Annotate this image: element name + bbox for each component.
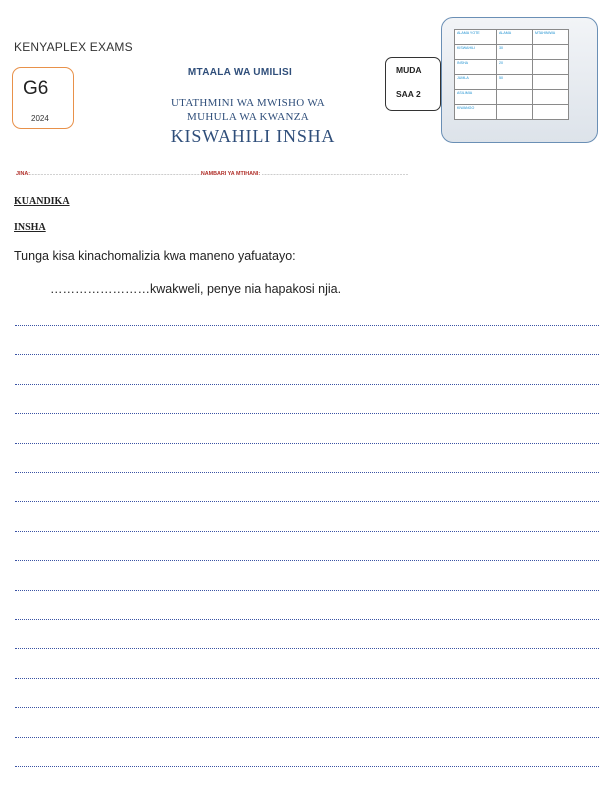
time-label: MUDA (396, 65, 422, 75)
table-cell: 50 (497, 75, 533, 90)
essay-instruction: Tunga kisa kinachomalizia kwa maneno yafuatayo: (14, 249, 296, 263)
score-table-header (455, 30, 569, 45)
table-row (455, 60, 569, 75)
answer-line[interactable] (15, 413, 599, 414)
table-cell[interactable] (533, 105, 569, 120)
table-header-cell: MTAHINIWA (533, 30, 569, 45)
table-cell: INSHA (455, 60, 497, 75)
table-row (455, 75, 569, 90)
name-label: JINA: (16, 171, 31, 177)
table-row (455, 105, 569, 120)
table-cell[interactable] (533, 60, 569, 75)
name-field[interactable]: .................................................................................................................. (30, 171, 201, 177)
section-heading-essay: INSHA (14, 222, 46, 233)
table-cell[interactable] (533, 90, 569, 105)
brand-name: KENYAPLEX EXAMS (14, 40, 133, 54)
answer-line[interactable] (15, 531, 599, 532)
table-header-cell: ALAMA (497, 30, 533, 45)
answer-line[interactable] (15, 354, 599, 355)
answer-line[interactable] (15, 707, 599, 708)
curriculum-title: MTAALA WA UMILISI (187, 67, 293, 78)
table-row (455, 90, 569, 105)
table-cell: 30 (497, 45, 533, 60)
answer-line[interactable] (15, 443, 599, 444)
table-cell: KISWAHILI (455, 45, 497, 60)
answer-line[interactable] (15, 766, 599, 767)
table-cell: ASILIMIA (455, 90, 497, 105)
time-box (385, 57, 441, 111)
answer-line[interactable] (15, 325, 599, 326)
exam-year: 2024 (31, 114, 49, 123)
subject-title: KISWAHILI INSHA (170, 126, 336, 146)
answer-line[interactable] (15, 619, 599, 620)
table-header-cell: ALAMA YOTE (455, 30, 497, 45)
table-cell[interactable] (497, 105, 533, 120)
table-row (455, 45, 569, 60)
answer-line[interactable] (15, 501, 599, 502)
table-cell[interactable] (497, 90, 533, 105)
student-details-line (16, 171, 409, 177)
answer-line[interactable] (15, 384, 599, 385)
table-cell[interactable] (533, 45, 569, 60)
section-heading-writing: KUANDIKA (14, 196, 70, 207)
answer-line[interactable] (15, 737, 599, 738)
exam-number-label: NAMBARI YA MTIHANI: (200, 171, 261, 177)
score-table-box (441, 17, 598, 143)
answer-line[interactable] (15, 678, 599, 679)
exam-number-field[interactable]: .................................................................................................. (260, 171, 409, 177)
table-cell: KIWANGO (455, 105, 497, 120)
table-cell: JUMLA (455, 75, 497, 90)
answer-line[interactable] (15, 648, 599, 649)
grade-label: G6 (23, 78, 49, 99)
answer-line[interactable] (15, 472, 599, 473)
score-table (454, 29, 569, 120)
essay-prompt: ……………………kwakweli, penye nia hapakosi njia. (50, 282, 342, 296)
assessment-title-line2: MUHULA WA KWANZA (187, 111, 309, 123)
answer-line[interactable] (15, 590, 599, 591)
answer-line[interactable] (15, 560, 599, 561)
grade-box (12, 67, 74, 129)
table-cell: 20 (497, 60, 533, 75)
assessment-title-line1: UTATHMINI WA MWISHO WA (170, 97, 326, 109)
table-cell[interactable] (533, 75, 569, 90)
time-value: SAA 2 (396, 89, 421, 99)
